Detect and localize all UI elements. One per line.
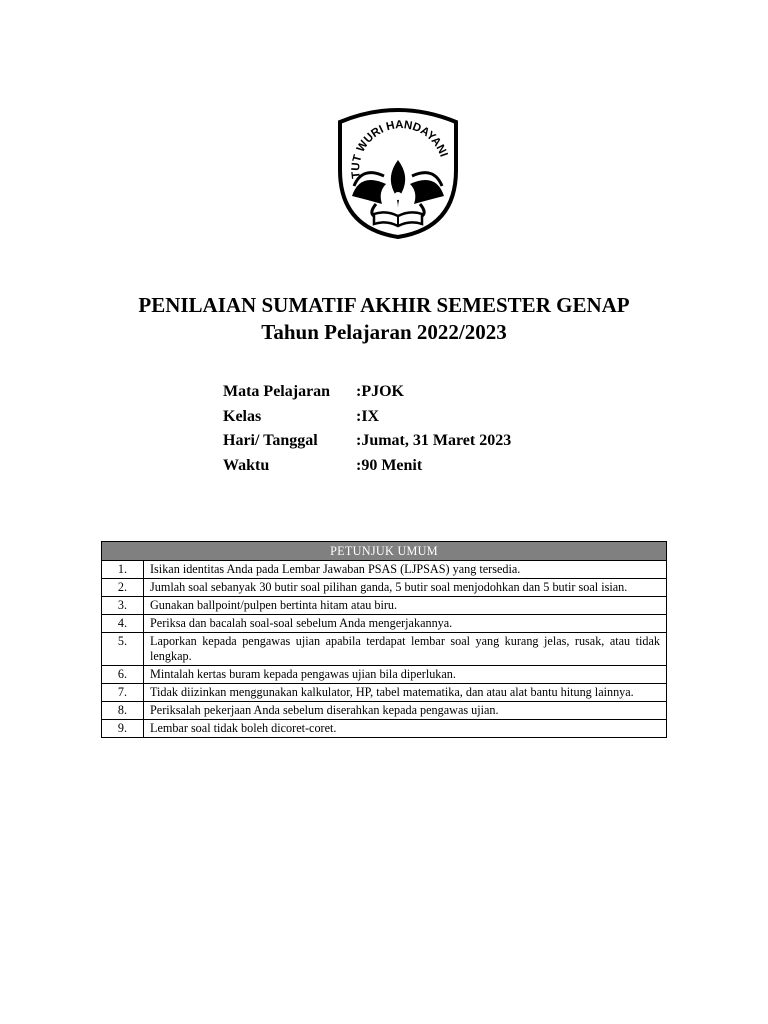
- info-value: 90 Menit: [361, 456, 423, 474]
- info-date: [223, 429, 511, 454]
- item-number: 7.: [102, 684, 144, 702]
- item-number: 6.: [102, 666, 144, 684]
- item-number: 1.: [102, 561, 144, 579]
- table-row: [102, 579, 667, 597]
- info-value: Jumat, 31 Maret 2023: [361, 432, 512, 449]
- item-number: 5.: [102, 633, 144, 666]
- general-instructions-table: [101, 541, 667, 738]
- item-number: 2.: [102, 579, 144, 597]
- info-label: Mata Pelajaran: [223, 383, 331, 400]
- instructions-heading: PETUNJUK UMUM: [102, 542, 667, 561]
- page-title: PENILAIAN SUMATIF AKHIR SEMESTER GENAP: [138, 293, 630, 317]
- exam-info: [223, 380, 511, 478]
- info-separator: :: [356, 383, 362, 400]
- item-text: Isikan identitas Anda pada Lembar Jawaban PSAS (LJPSAS) yang tersedia.: [144, 561, 667, 579]
- table-row: [102, 702, 667, 720]
- item-number: 3.: [102, 597, 144, 615]
- table-row: [102, 633, 667, 666]
- table-row: [102, 666, 667, 684]
- info-label: Waktu: [223, 456, 270, 474]
- info-duration: [223, 454, 511, 479]
- table-row: [102, 561, 667, 579]
- academic-year: Tahun Pelajaran 2022/2023: [261, 320, 507, 344]
- table-row: [102, 597, 667, 615]
- item-text: Periksa dan bacalah soal-soal sebelum Anda mengerjakannya.: [144, 615, 667, 633]
- info-subject: [223, 380, 511, 405]
- info-value: PJOK: [361, 383, 404, 400]
- info-label: Kelas: [223, 407, 262, 425]
- emblem-icon: [330, 100, 466, 240]
- emblem-motto: TUT WURI HANDAYANI: [350, 119, 450, 180]
- item-number: 4.: [102, 615, 144, 633]
- info-value: IX: [361, 407, 380, 425]
- item-text: Mintalah kertas buram kepada pengawas ujian bila diperlukan.: [144, 666, 667, 684]
- table-row: [102, 615, 667, 633]
- item-text: Tidak diizinkan menggunakan kalkulator, HP, tabel matematika, dan atau alat bantu hitung lainnya.: [144, 684, 667, 702]
- info-label: Hari/ Tanggal: [223, 432, 318, 449]
- tut-wuri-handayani-emblem: [330, 100, 466, 240]
- item-text: Gunakan ballpoint/pulpen bertinta hitam atau biru.: [144, 597, 667, 615]
- item-text: Laporkan kepada pengawas ujian apabila terdapat lembar soal yang kurang jelas, rusak, atau tidak lengkap.: [144, 633, 667, 666]
- info-separator: :: [356, 407, 362, 425]
- table-row: [102, 720, 667, 738]
- item-text: Jumlah soal sebanyak 30 butir soal pilihan ganda, 5 butir soal menjodohkan dan 5 butir soal isian.: [144, 579, 667, 597]
- item-number: 8.: [102, 702, 144, 720]
- table-row: [102, 684, 667, 702]
- info-separator: :: [356, 432, 362, 449]
- item-text: Lembar soal tidak boleh dicoret-coret.: [144, 720, 667, 738]
- item-number: 9.: [102, 720, 144, 738]
- item-text: Periksalah pekerjaan Anda sebelum diserahkan kepada pengawas ujian.: [144, 702, 667, 720]
- info-separator: :: [356, 456, 362, 474]
- table-header-row: [102, 542, 667, 561]
- info-class: [223, 405, 511, 430]
